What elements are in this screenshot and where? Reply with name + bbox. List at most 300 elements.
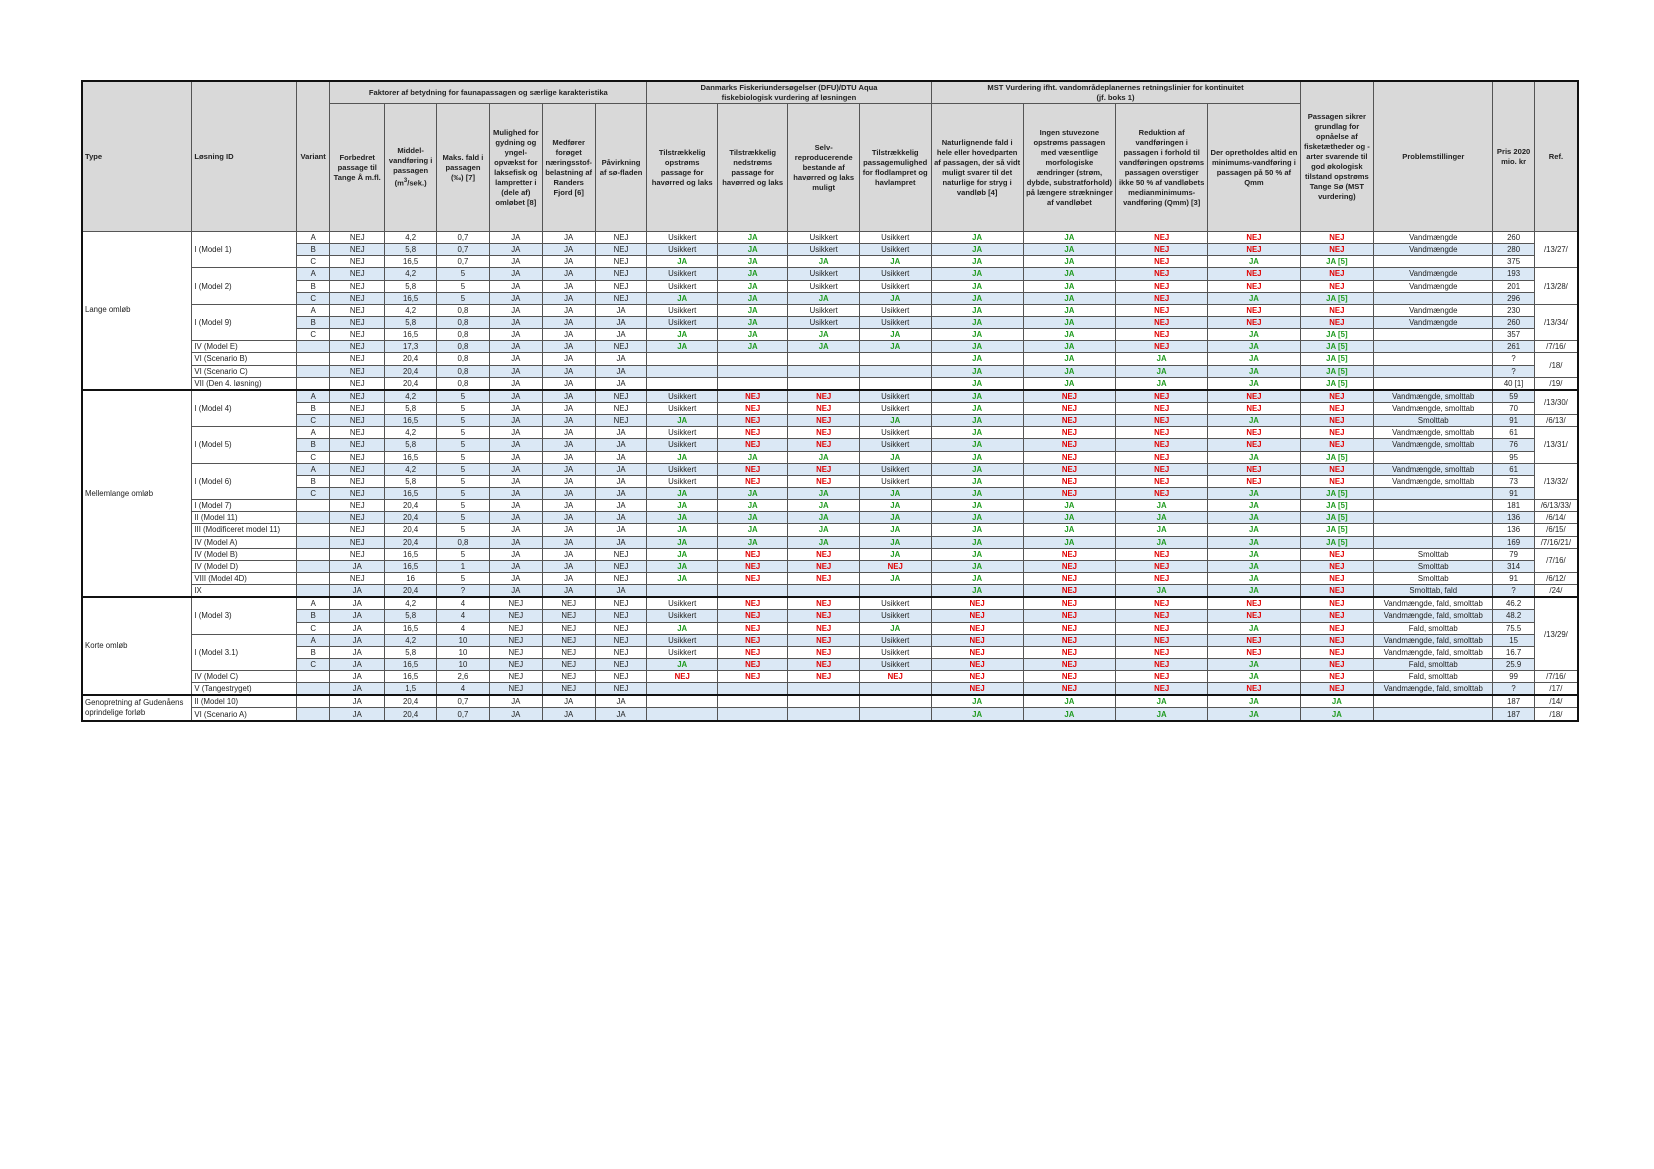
data-cell: Vandmængde, smolttab xyxy=(1374,439,1493,451)
data-cell: 5,8 xyxy=(385,475,437,487)
data-cell: NEJ xyxy=(1116,244,1208,256)
data-cell: JA xyxy=(1023,353,1115,365)
data-cell: JA xyxy=(931,439,1023,451)
data-cell: NEJ xyxy=(1208,646,1300,658)
data-cell: 5 xyxy=(437,439,490,451)
data-cell: JA [5] xyxy=(1300,329,1374,341)
ref-cell: /24/ xyxy=(1534,585,1578,598)
col-pavirkning: Påvirkning af sø-fladen xyxy=(595,104,647,232)
table-row xyxy=(82,646,1578,658)
data-cell xyxy=(788,695,860,708)
data-cell: JA xyxy=(542,536,595,548)
data-cell: JA xyxy=(542,280,595,292)
variant-cell: A xyxy=(297,390,330,403)
data-cell: JA xyxy=(1208,512,1300,524)
data-cell: NEJ xyxy=(1300,671,1374,683)
data-cell: NEJ xyxy=(1023,402,1115,414)
data-cell: 4,2 xyxy=(385,634,437,646)
variant-cell: A xyxy=(297,268,330,280)
data-cell: JA [5] xyxy=(1300,524,1374,536)
data-cell: Usikkert xyxy=(647,268,717,280)
data-cell: Usikkert xyxy=(788,268,860,280)
data-cell: NEJ xyxy=(1023,427,1115,439)
data-cell xyxy=(647,585,717,598)
variant-cell xyxy=(297,572,330,584)
data-cell: JA xyxy=(542,439,595,451)
data-cell: 20,4 xyxy=(385,512,437,524)
table-row xyxy=(82,451,1578,463)
data-cell: JA xyxy=(931,475,1023,487)
data-cell: Usikkert xyxy=(647,427,717,439)
data-cell: 0,7 xyxy=(437,708,490,721)
data-cell: 95 xyxy=(1493,451,1534,463)
data-cell: JA xyxy=(647,658,717,670)
data-cell: JA xyxy=(859,256,931,268)
data-cell: NEJ xyxy=(330,427,385,439)
variant-cell: B xyxy=(297,646,330,658)
group-faktorer: Faktorer af betydning for faunapassagen og særlige karakteristika xyxy=(330,81,647,104)
table-row xyxy=(82,524,1578,536)
data-cell: JA xyxy=(542,695,595,708)
data-cell xyxy=(1374,365,1493,377)
data-cell: NEJ xyxy=(330,232,385,244)
data-cell: JA xyxy=(647,341,717,353)
data-cell: JA xyxy=(542,232,595,244)
data-cell: 20,4 xyxy=(385,365,437,377)
data-cell: JA xyxy=(542,500,595,512)
ref-cell: /18/ xyxy=(1534,353,1578,377)
data-cell: JA xyxy=(595,708,647,721)
ref-cell: /6/13/33/ xyxy=(1534,500,1578,512)
data-cell: Vandmængde, smolttab xyxy=(1374,475,1493,487)
data-cell: JA xyxy=(931,695,1023,708)
data-cell: NEJ xyxy=(330,536,385,548)
losning-id-cell: I (Model 3.1) xyxy=(192,634,297,670)
data-cell: 136 xyxy=(1493,524,1534,536)
table-row xyxy=(82,610,1578,622)
table-row xyxy=(82,256,1578,268)
data-cell: JA xyxy=(931,500,1023,512)
data-cell: 5,8 xyxy=(385,646,437,658)
variant-cell: B xyxy=(297,475,330,487)
table-row xyxy=(82,512,1578,524)
data-cell: 280 xyxy=(1493,244,1534,256)
ref-cell: /13/31/ xyxy=(1534,427,1578,463)
data-cell: NEJ xyxy=(1300,597,1374,610)
data-cell: JA xyxy=(489,329,542,341)
data-cell: JA xyxy=(788,512,860,524)
data-cell: JA xyxy=(595,377,647,390)
ref-cell: /14/ xyxy=(1534,695,1578,708)
data-cell: JA xyxy=(595,427,647,439)
data-cell: JA xyxy=(489,232,542,244)
data-cell: 70 xyxy=(1493,402,1534,414)
data-cell: JA xyxy=(1023,365,1115,377)
data-cell: JA [5] xyxy=(1300,353,1374,365)
data-cell: JA xyxy=(1023,695,1115,708)
group-dfu-line2: fiskebiologisk vurdering af løsningen xyxy=(721,92,857,102)
data-cell: NEJ xyxy=(788,634,860,646)
data-cell: NEJ xyxy=(1300,658,1374,670)
data-cell: JA xyxy=(542,341,595,353)
losning-id-cell: I (Model 9) xyxy=(192,304,297,340)
data-cell: NEJ xyxy=(859,560,931,572)
data-cell: 16,5 xyxy=(385,292,437,304)
data-cell: NEJ xyxy=(1116,463,1208,475)
data-cell: NEJ xyxy=(542,671,595,683)
data-cell: JA xyxy=(542,512,595,524)
data-cell: JA xyxy=(595,463,647,475)
data-cell: 181 xyxy=(1493,500,1534,512)
table-row xyxy=(82,244,1578,256)
variant-cell xyxy=(297,708,330,721)
data-cell: Usikkert xyxy=(859,610,931,622)
data-cell: JA xyxy=(1208,415,1300,427)
data-cell xyxy=(788,585,860,598)
data-cell: NEJ xyxy=(717,671,787,683)
data-cell: Smolttab xyxy=(1374,572,1493,584)
data-cell: JA xyxy=(647,500,717,512)
data-cell: JA xyxy=(330,671,385,683)
type-cell: Korte omløb xyxy=(82,597,192,695)
data-cell: Usikkert xyxy=(647,610,717,622)
variant-cell: A xyxy=(297,597,330,610)
data-cell: NEJ xyxy=(1023,451,1115,463)
data-cell: NEJ xyxy=(717,427,787,439)
col-problemstillinger: Problemstillinger xyxy=(1374,81,1493,232)
data-cell: NEJ xyxy=(1300,439,1374,451)
data-cell: NEJ xyxy=(1208,597,1300,610)
data-cell: JA xyxy=(859,622,931,634)
ref-cell: /7/16/ xyxy=(1534,548,1578,572)
variant-cell: C xyxy=(297,292,330,304)
variant-cell xyxy=(297,365,330,377)
data-cell: NEJ xyxy=(1116,622,1208,634)
data-cell: NEJ xyxy=(595,560,647,572)
data-cell: JA xyxy=(595,365,647,377)
data-cell: NEJ xyxy=(1300,683,1374,696)
data-cell: 48.2 xyxy=(1493,610,1534,622)
data-cell: NEJ xyxy=(1300,280,1374,292)
data-cell: JA xyxy=(1208,548,1300,560)
data-cell: NEJ xyxy=(1116,415,1208,427)
data-cell: JA xyxy=(330,560,385,572)
data-cell: Usikkert xyxy=(647,390,717,403)
data-cell xyxy=(1374,512,1493,524)
data-cell: NEJ xyxy=(1300,232,1374,244)
variant-cell: A xyxy=(297,232,330,244)
data-cell: 5 xyxy=(437,487,490,499)
data-cell xyxy=(717,585,787,598)
data-cell: NEJ xyxy=(1116,548,1208,560)
data-cell: 61 xyxy=(1493,427,1534,439)
data-cell: JA xyxy=(931,524,1023,536)
data-cell: JA xyxy=(717,487,787,499)
data-cell xyxy=(788,377,860,390)
data-cell: NEJ xyxy=(1023,415,1115,427)
data-cell: JA xyxy=(489,268,542,280)
data-cell: 5 xyxy=(437,390,490,403)
data-cell: NEJ xyxy=(1023,439,1115,451)
data-cell xyxy=(1374,341,1493,353)
data-cell: JA xyxy=(931,329,1023,341)
data-cell: NEJ xyxy=(1208,683,1300,696)
data-cell: JA xyxy=(647,560,717,572)
data-cell: NEJ xyxy=(788,560,860,572)
data-cell: JA xyxy=(931,377,1023,390)
data-cell: JA xyxy=(542,316,595,328)
data-cell: JA xyxy=(542,708,595,721)
data-cell: JA xyxy=(330,658,385,670)
data-cell: NEJ xyxy=(1300,548,1374,560)
data-cell: Usikkert xyxy=(859,304,931,316)
data-cell: 4,2 xyxy=(385,390,437,403)
col-opretholdes: Der opretholdes altid en minimums-vandføring i passagen på 50 % af Qmm xyxy=(1208,104,1300,232)
data-cell: NEJ xyxy=(595,244,647,256)
data-cell: JA xyxy=(542,548,595,560)
data-cell: JA xyxy=(542,244,595,256)
data-cell: NEJ xyxy=(1208,610,1300,622)
data-cell xyxy=(647,683,717,696)
data-cell: 260 xyxy=(1493,232,1534,244)
data-cell: NEJ xyxy=(595,634,647,646)
data-cell: 5,8 xyxy=(385,280,437,292)
data-cell: NEJ xyxy=(330,415,385,427)
data-cell: 40 [1] xyxy=(1493,377,1534,390)
data-cell: 91 xyxy=(1493,415,1534,427)
data-cell: JA xyxy=(542,292,595,304)
group-mst-line2: (jf. boks 1) xyxy=(1096,92,1135,102)
data-cell: JA xyxy=(489,402,542,414)
data-cell: Usikkert xyxy=(859,439,931,451)
data-cell xyxy=(859,585,931,598)
data-cell xyxy=(859,365,931,377)
data-cell: NEJ xyxy=(595,683,647,696)
data-cell: JA xyxy=(859,548,931,560)
data-cell: JA xyxy=(931,353,1023,365)
data-cell: 201 xyxy=(1493,280,1534,292)
data-cell: JA xyxy=(1116,365,1208,377)
middel-unit: /sek.) xyxy=(407,178,427,188)
data-cell: 16.7 xyxy=(1493,646,1534,658)
data-cell xyxy=(788,365,860,377)
data-cell: JA xyxy=(489,451,542,463)
table-row xyxy=(82,341,1578,353)
data-cell: NEJ xyxy=(717,390,787,403)
data-cell: 5 xyxy=(437,463,490,475)
data-cell: Usikkert xyxy=(647,402,717,414)
data-cell: 0,8 xyxy=(437,341,490,353)
data-cell: 193 xyxy=(1493,268,1534,280)
data-cell: JA xyxy=(1023,304,1115,316)
data-cell: JA xyxy=(595,316,647,328)
data-cell: Vandmængde, fald, smolttab xyxy=(1374,610,1493,622)
data-cell: NEJ xyxy=(330,244,385,256)
data-cell: JA xyxy=(859,500,931,512)
data-cell: Usikkert xyxy=(788,232,860,244)
data-cell: Usikkert xyxy=(859,646,931,658)
data-cell: JA [5] xyxy=(1300,377,1374,390)
data-cell: NEJ xyxy=(1116,292,1208,304)
data-cell: JA xyxy=(931,256,1023,268)
col-tilstr-nedstroms: Tilstrækkelig nedstrøms passage for havørred og laks xyxy=(717,104,787,232)
losning-id-cell: I (Model 4) xyxy=(192,390,297,427)
data-cell: 20,4 xyxy=(385,536,437,548)
data-cell: JA xyxy=(717,536,787,548)
data-cell: NEJ xyxy=(1300,390,1374,403)
ref-cell: /6/15/ xyxy=(1534,524,1578,536)
data-cell: JA xyxy=(489,365,542,377)
data-cell: JA xyxy=(595,536,647,548)
data-cell: 136 xyxy=(1493,512,1534,524)
data-cell xyxy=(788,683,860,696)
data-cell: JA xyxy=(489,708,542,721)
data-cell: JA xyxy=(330,610,385,622)
data-cell: NEJ xyxy=(542,634,595,646)
data-cell: NEJ xyxy=(595,622,647,634)
table-row xyxy=(82,695,1578,708)
data-cell: JA xyxy=(1208,658,1300,670)
data-cell: NEJ xyxy=(489,658,542,670)
data-cell: JA xyxy=(1116,524,1208,536)
data-cell: JA xyxy=(1023,316,1115,328)
data-cell: Usikkert xyxy=(859,658,931,670)
data-cell: NEJ xyxy=(931,646,1023,658)
data-cell: JA xyxy=(717,329,787,341)
data-cell: JA xyxy=(788,524,860,536)
data-cell: 59 xyxy=(1493,390,1534,403)
data-cell: Usikkert xyxy=(788,244,860,256)
data-cell: JA xyxy=(489,341,542,353)
ref-cell: /7/16/ xyxy=(1534,341,1578,353)
col-variant: Variant xyxy=(297,81,330,232)
data-cell: 5 xyxy=(437,415,490,427)
data-cell: JA xyxy=(542,256,595,268)
data-cell: JA xyxy=(489,695,542,708)
data-cell: JA [5] xyxy=(1300,487,1374,499)
data-cell: NEJ xyxy=(717,610,787,622)
data-cell: JA xyxy=(489,572,542,584)
ref-cell: /6/14/ xyxy=(1534,512,1578,524)
table-row xyxy=(82,304,1578,316)
col-tilstr-lampret: Tilstrækkelig passagemulighed for flodlampret og havlampret xyxy=(859,104,931,232)
data-cell: JA xyxy=(542,585,595,598)
data-cell: NEJ xyxy=(1116,560,1208,572)
spreadsheet xyxy=(81,80,1579,722)
data-cell: Smolttab, fald xyxy=(1374,585,1493,598)
ref-cell: /6/12/ xyxy=(1534,572,1578,584)
data-cell: JA xyxy=(489,548,542,560)
data-cell xyxy=(647,377,717,390)
table-row xyxy=(82,572,1578,584)
data-cell: JA xyxy=(1208,329,1300,341)
data-cell: 16 xyxy=(385,572,437,584)
col-forbedret: Forbedret passage til Tange Å m.fl. xyxy=(330,104,385,232)
data-cell: JA xyxy=(330,695,385,708)
ref-cell: /19/ xyxy=(1534,377,1578,390)
data-cell: JA xyxy=(1208,365,1300,377)
data-cell: NEJ xyxy=(330,463,385,475)
data-cell: JA xyxy=(647,572,717,584)
data-cell: NEJ xyxy=(330,353,385,365)
data-cell: NEJ xyxy=(330,256,385,268)
ref-cell: /13/27/ xyxy=(1534,232,1578,268)
data-cell: NEJ xyxy=(788,572,860,584)
table-row xyxy=(82,402,1578,414)
data-cell: NEJ xyxy=(330,316,385,328)
ref-cell: /13/29/ xyxy=(1534,597,1578,670)
data-cell: 230 xyxy=(1493,304,1534,316)
data-cell: JA xyxy=(1023,524,1115,536)
data-cell: JA xyxy=(489,292,542,304)
data-cell: Vandmængde xyxy=(1374,280,1493,292)
data-cell xyxy=(717,377,787,390)
data-cell: 25.9 xyxy=(1493,658,1534,670)
data-cell: NEJ xyxy=(931,610,1023,622)
data-cell: NEJ xyxy=(1300,572,1374,584)
data-cell: JA xyxy=(717,512,787,524)
data-cell: NEJ xyxy=(1023,634,1115,646)
data-cell: 187 xyxy=(1493,695,1534,708)
data-cell: NEJ xyxy=(717,572,787,584)
table-row xyxy=(82,658,1578,670)
data-cell: 20,4 xyxy=(385,708,437,721)
data-cell: JA xyxy=(931,560,1023,572)
data-cell: JA xyxy=(595,353,647,365)
losning-id-cell: III (Modificeret model 11) xyxy=(192,524,297,536)
data-cell: JA [5] xyxy=(1300,292,1374,304)
data-cell: JA xyxy=(931,572,1023,584)
data-cell: JA xyxy=(859,572,931,584)
data-cell: NEJ xyxy=(1208,280,1300,292)
data-cell: NEJ xyxy=(1208,439,1300,451)
middel-label: Middel-vandføring i passagen (m xyxy=(388,146,433,188)
data-cell: NEJ xyxy=(542,610,595,622)
data-cell: Usikkert xyxy=(859,597,931,610)
data-cell: NEJ xyxy=(489,610,542,622)
data-cell: JA xyxy=(489,427,542,439)
data-cell: JA xyxy=(931,451,1023,463)
data-cell: Usikkert xyxy=(859,402,931,414)
data-cell: JA xyxy=(1023,377,1115,390)
data-cell: NEJ xyxy=(1300,244,1374,256)
col-passagen-sikrer: Passagen sikrer grundlag for opnåelse af fisketætheder og -arter svarende til god økologisk tilstand opstrøms Tange Sø (MST vurdering) xyxy=(1300,81,1374,232)
data-cell: NEJ xyxy=(1208,475,1300,487)
data-cell: JA xyxy=(931,316,1023,328)
data-cell: JA [5] xyxy=(1300,365,1374,377)
data-cell: NEJ xyxy=(788,671,860,683)
data-cell: JA xyxy=(330,708,385,721)
data-cell: 0,8 xyxy=(437,316,490,328)
table-row xyxy=(82,597,1578,610)
losning-id-cell: I (Model 7) xyxy=(192,500,297,512)
data-cell: 4,2 xyxy=(385,463,437,475)
data-cell: 1 xyxy=(437,560,490,572)
data-cell: 0,8 xyxy=(437,536,490,548)
data-cell: JA xyxy=(788,536,860,548)
data-cell: JA xyxy=(647,415,717,427)
data-cell: JA xyxy=(717,451,787,463)
col-losning-id: Løsning ID xyxy=(192,81,297,232)
data-cell: JA xyxy=(1208,256,1300,268)
data-cell: NEJ xyxy=(330,451,385,463)
data-cell: NEJ xyxy=(1023,658,1115,670)
data-cell: NEJ xyxy=(1300,427,1374,439)
data-cell: NEJ xyxy=(1116,597,1208,610)
data-cell: JA xyxy=(788,256,860,268)
losning-id-cell: IV (Model A) xyxy=(192,536,297,548)
data-cell: 5 xyxy=(437,524,490,536)
